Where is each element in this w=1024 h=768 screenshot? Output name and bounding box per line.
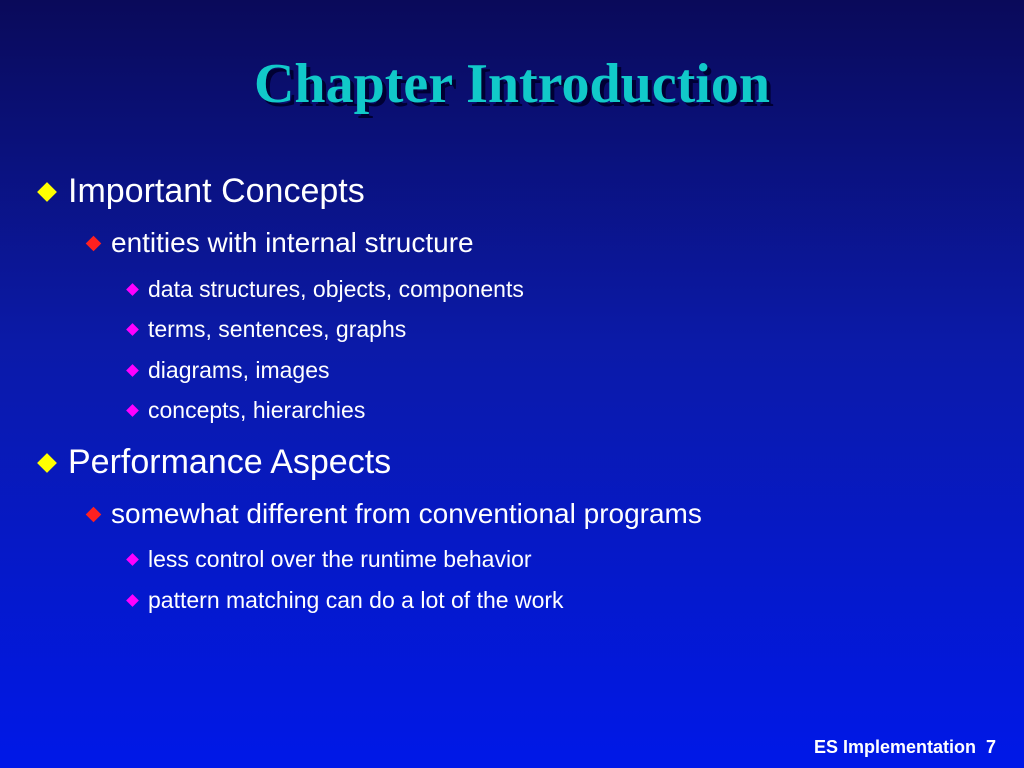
bullet-item-level3	[128, 316, 406, 343]
diamond-bullet-icon	[86, 506, 102, 522]
slide-title: Chapter Introduction	[253, 53, 770, 115]
bullet-text: less control over the runtime behavior	[148, 546, 532, 572]
bullet-item-level2	[88, 227, 474, 259]
bullet-text: data structures, objects, components	[148, 276, 524, 302]
page-number: 7	[985, 737, 996, 757]
bullet-text: concepts, hierarchies	[148, 397, 366, 423]
diamond-bullet-icon	[126, 283, 139, 296]
bullet-item-level1	[40, 443, 391, 482]
bullet-item-level3	[128, 587, 564, 614]
bullet-text: terms, sentences, graphs	[148, 316, 407, 342]
bullet-text: entities with internal structure	[111, 227, 474, 258]
bullet-text: diagrams, images	[148, 357, 330, 383]
slide-footer	[814, 737, 996, 758]
bullet-item-level3	[128, 276, 524, 303]
diamond-bullet-icon	[126, 404, 139, 417]
bullet-text: pattern matching can do a lot of the work	[148, 587, 564, 613]
diamond-bullet-icon	[126, 553, 139, 566]
diamond-bullet-icon	[126, 364, 139, 377]
bullet-text: somewhat different from conventional programs	[111, 498, 702, 529]
footer-text: ES Implementation	[813, 737, 976, 757]
diamond-bullet-icon	[37, 453, 57, 473]
bullet-item-level3	[128, 357, 330, 384]
bullet-item-level2	[88, 498, 702, 530]
diamond-bullet-icon	[86, 235, 102, 251]
diamond-bullet-icon	[126, 323, 139, 336]
bullet-text: Important Concepts	[68, 172, 365, 210]
diamond-bullet-icon	[126, 594, 139, 607]
bullet-item-level3	[128, 397, 365, 424]
diamond-bullet-icon	[37, 182, 57, 202]
bullet-item-level3	[128, 546, 532, 573]
bullet-item-level1	[40, 172, 365, 211]
bullet-text: Performance Aspects	[68, 443, 392, 481]
